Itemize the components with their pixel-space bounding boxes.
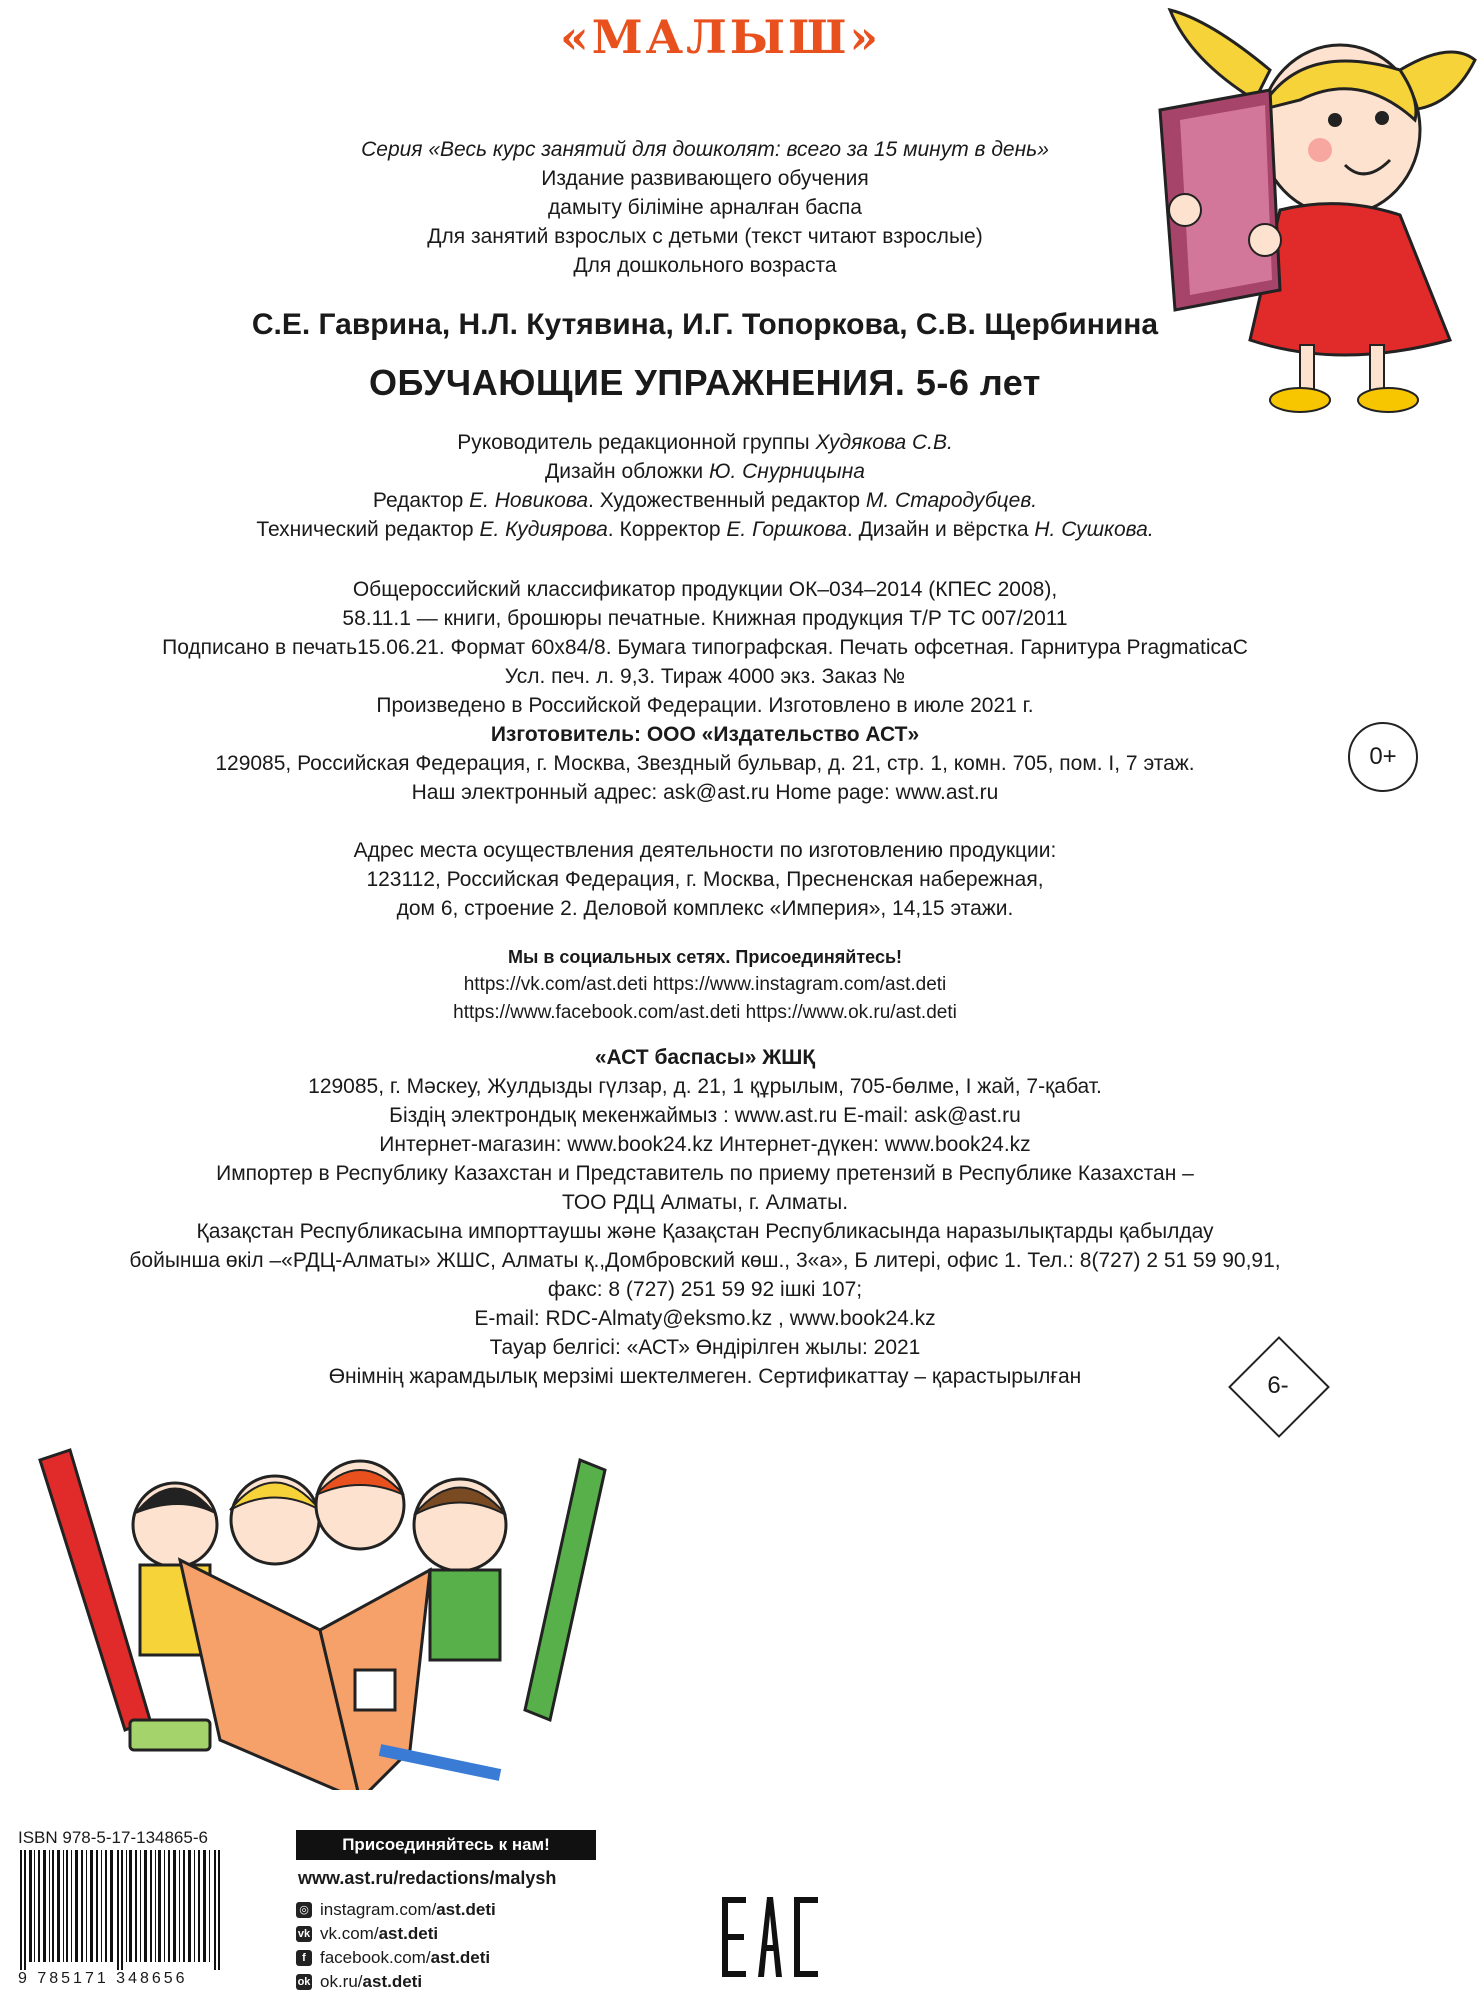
social-links[interactable]: https://vk.com/ast.deti https://www.instagram.com/ast.deti [463, 974, 947, 995]
kz-line: Қазақстан Республикасына импорттаушы және Қазақстан Республикасында наразылықтарды қабылдау [196, 1220, 1214, 1243]
barcode [18, 1850, 230, 1970]
social-block [60, 943, 1350, 1027]
kz-block [60, 1043, 1350, 1391]
intro-line: Серия «Весь курс занятий для дошколят: всего за 15 минут в день» [361, 138, 1049, 161]
kz-heading: «АСТ баспасы» ЖШҚ [594, 1046, 816, 1069]
intro-block [60, 135, 1350, 280]
address-line: дом 6, строение 2. Деловой комплекс «Империя», 14,15 этажи. [396, 897, 1014, 920]
kz-line: Импортер в Республику Казахстан и Представитель по приему претензий в Республике Казахстан – [216, 1162, 1194, 1185]
manufacturer-line: 129085, Российская Федерация, г. Москва, Звездный бульвар, д. 21, стр. 1, комн. 705, пом. I, 7 этаж. [215, 752, 1195, 775]
book-title: ОБУЧАЮЩИЕ УПРАЖНЕНИЯ. 5-6 лет [369, 362, 1041, 403]
kids-reading-illustration [30, 1420, 620, 1790]
ok-icon: ok [297, 1976, 311, 1988]
social-heading: Мы в социальных сетях. Присоединяйтесь! [507, 947, 903, 967]
imprint-line: Усл. печ. л. 9,3. Тираж 4000 экз. Заказ № [504, 665, 906, 688]
credit-line: Технический редактор Е. Кудиярова. Корректор Е. Горшкова. Дизайн и вёрстка Н. Сушкова. [256, 518, 1154, 541]
manufacturer-heading: Изготовитель: ООО «Издательство АСТ» [490, 723, 920, 746]
ok-link[interactable]: ok ok.ru/ ast.deti [297, 1972, 423, 1991]
credit-line: Редактор Е. Новикова. Художественный редактор М. Стародубцев. [372, 489, 1038, 512]
kz-line: факс: 8 (727) 251 59 92 ішкі 107; [547, 1278, 863, 1301]
manufacturer-line: Наш электронный адрес: ask@ast.ru Home page: www.ast.ru [411, 781, 999, 804]
barcode-digits: 9 785171 348656 [18, 1970, 188, 1987]
credit-line: Руководитель редакционной группы Худякова С.В. [457, 431, 953, 454]
website-link[interactable]: www.ast.ru/redactions/malysh [298, 1868, 557, 1888]
authors: С.Е. Гаврина, Н.Л. Кутявина, И.Г. Топоркова, С.В. Щербинина [251, 308, 1159, 341]
imprint-line: Произведено в Российской Федерации. Изготовлено в июле 2021 г. [376, 694, 1034, 717]
intro-line: Для дошкольного возраста [573, 254, 837, 277]
vk-link[interactable]: vk vk.com/ ast.deti [297, 1924, 439, 1943]
social-list [296, 1898, 496, 1994]
kz-line: бойынша өкіл –«РДЦ-Алматы» ЖШС, Алматы қ.,Домбровский көш., 3«а», Б литері, офис 1. Тел.: 8(727) 2 51 59 90,91, [129, 1249, 1281, 1272]
intro-line: дамыту біліміне арналған баспа [548, 196, 862, 219]
kz-line: Тауар белгісі: «АСТ» Өндірілген жылы: 2021 [489, 1336, 921, 1359]
imprint-block [60, 575, 1350, 807]
kz-line: Өнімнің жарамдылық мерзімі шектелмеген. Сертификаттау – қарастырылған [328, 1365, 1082, 1388]
kz-line: 129085, г. Мәскеу, Жулдызды гүлзар, д. 21, 1 құрылым, 705-бөлме, I жай, 7-қабат. [308, 1075, 1102, 1098]
kz-line: Біздің электрондық мекенжаймыз : www.ast.ru E-mail: ask@ast.ru [389, 1104, 1021, 1127]
address-line: Адрес места осуществления деятельности по изготовлению продукции: [353, 839, 1057, 862]
facebook-link[interactable]: f facebook.com/ ast.deti [296, 1946, 496, 1970]
join-banner: Присоединяйтесь к нам! [296, 1830, 596, 1860]
kz-line: E-mail: RDC-Almaty@eksmo.kz , www.book24.kz [474, 1307, 936, 1330]
eac-mark-icon [720, 1895, 820, 1980]
production-address [60, 836, 1350, 923]
age-rating-kz-badge: 6- [1228, 1336, 1328, 1436]
isbn: ISBN 978-5-17-134865-6 [18, 1828, 208, 1847]
credits-block [60, 428, 1350, 544]
kz-line: ТОО РДЦ Алматы, г. Алматы. [561, 1191, 849, 1214]
vk-icon: vk [297, 1928, 311, 1940]
credit-line: Дизайн обложки Ю. Снурницына [545, 460, 865, 483]
imprint-line: 58.11.1 — книги, брошюры печатные. Книжная продукция Т/Р ТС 007/2011 [342, 607, 1068, 630]
kz-line: Интернет-магазин: www.book24.kz Интернет-дүкен: www.book24.kz [379, 1133, 1031, 1156]
age-rating-badge: 0+ [1348, 722, 1418, 792]
imprint-line: Подписано в печать15.06.21. Формат 60х84/8. Бумага типографская. Печать офсетная. Гарнитура PragmaticaC [162, 636, 1248, 659]
social-links[interactable]: https://www.facebook.com/ast.deti https://www.ok.ru/ast.deti [453, 1002, 957, 1023]
publisher-logo: «МАЛЫШ» [560, 10, 882, 64]
address-line: 123112, Российская Федерация, г. Москва, Пресненская набережная, [366, 868, 1044, 891]
instagram-icon: ◎ [296, 1902, 312, 1918]
imprint-line: Общероссийский классификатор продукции ОК–034–2014 (КПЕС 2008), [352, 578, 1058, 601]
intro-line: Издание развивающего обучения [541, 167, 869, 190]
intro-line: Для занятий взрослых с детьми (текст читают взрослые) [427, 225, 983, 248]
instagram-link[interactable]: ◎ instagram.com/ ast.deti [296, 1898, 496, 1922]
facebook-icon: f [296, 1950, 312, 1966]
